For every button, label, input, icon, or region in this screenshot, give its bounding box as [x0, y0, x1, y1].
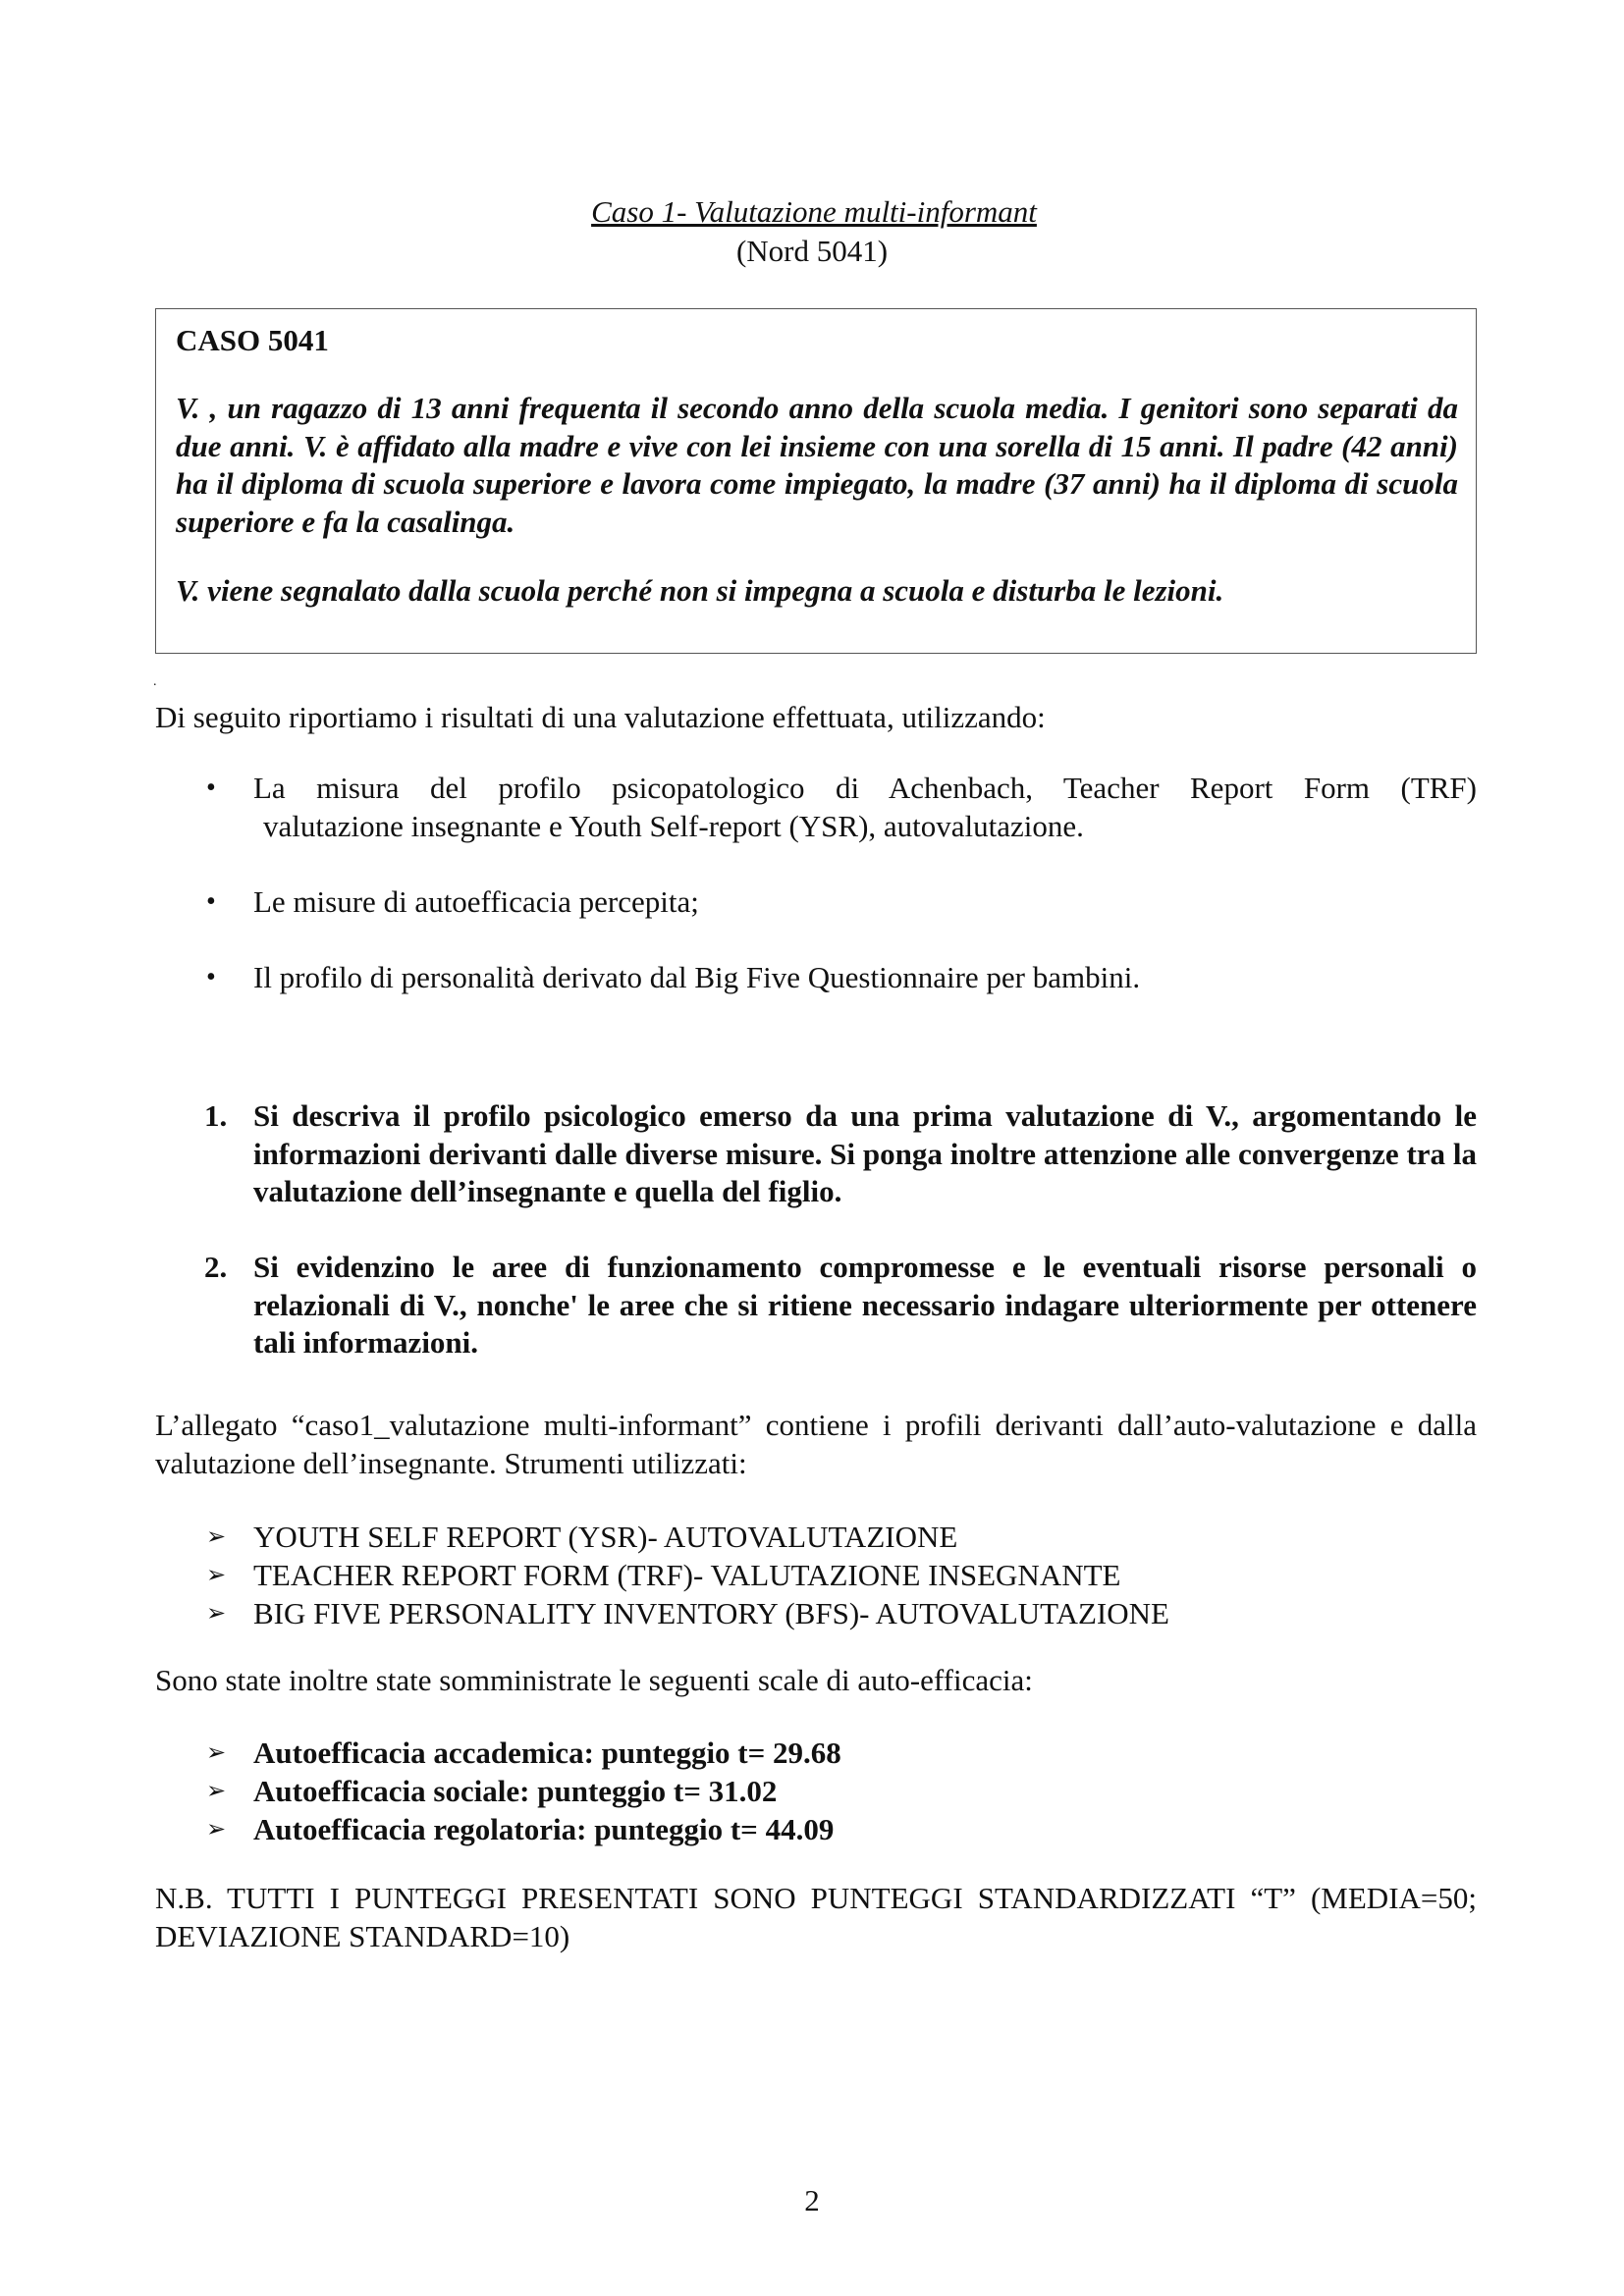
- question-text: Si descriva il profilo psicologico emerso da una prima valutazione di V., argomentando le informazioni derivanti dalle diverse misure. Si ponga inoltre attenzione alle convergenze tra la valutazione dell’insegnante e quella del figlio.: [253, 1098, 1477, 1208]
- arrow-bullet-icon: ➢: [206, 1738, 227, 1766]
- list-item: [155, 1810, 1477, 1848]
- arrow-bullet-icon: ➢: [206, 1815, 227, 1842]
- header: [0, 192, 1624, 271]
- instrument-text: BIG FIVE PERSONALITY INVENTORY (BFS)- AUTOVALUTAZIONE: [253, 1596, 1169, 1630]
- bullet-text-line2: valutazione insegnante e Youth Self-report (YSR), autovalutazione.: [263, 808, 1084, 843]
- bullet-icon: •: [206, 962, 216, 992]
- case-title: CASO 5041: [176, 323, 329, 357]
- case-box: [155, 308, 1477, 654]
- bullet-text-line1: La misura del profilo psicopatologico di Achenbach, Teacher Report Form (TRF): [253, 771, 1477, 805]
- instrument-list: [155, 1518, 1477, 1632]
- bullet-icon: •: [206, 886, 216, 917]
- stray-mark: .: [153, 674, 157, 689]
- list-item: [155, 1772, 1477, 1810]
- arrow-bullet-icon: ➢: [206, 1777, 227, 1804]
- page-subtitle: (Nord 5041): [735, 234, 889, 268]
- scale-text: Autoefficacia accademica: punteggio t= 29.68: [253, 1735, 841, 1770]
- list-item: [155, 1518, 1477, 1556]
- note-paragraph: N.B. TUTTI I PUNTEGGI PRESENTATI SONO PUNTEGGI STANDARDIZZATI “T” (MEDIA=50; DEVIAZIONE STANDARD=10): [155, 1881, 1477, 1953]
- intro-paragraph: Di seguito riportiamo i risultati di una valutazione effettuata, utilizzando:: [155, 700, 1046, 734]
- list-item: [155, 1556, 1477, 1594]
- case-referral: V. viene segnalato dalla scuola perché non si impegna a scuola e disturba le lezioni.: [176, 573, 1224, 608]
- scale-text: Autoefficacia regolatoria: punteggio t= 44.09: [253, 1812, 835, 1846]
- bullet-text-line1: Le misure di autoefficacia percepita;: [253, 884, 699, 919]
- bullet-text-line1: Il profilo di personalità derivato dal Big Five Questionnaire per bambini.: [253, 960, 1141, 994]
- scale-text: Autoefficacia sociale: punteggio t= 31.02: [253, 1774, 778, 1808]
- arrow-bullet-icon: ➢: [206, 1561, 227, 1588]
- instrument-text: TEACHER REPORT FORM (TRF)- VALUTAZIONE INSEGNANTE: [253, 1558, 1121, 1592]
- question-number: 1.: [204, 1098, 228, 1133]
- bullet-icon: •: [206, 773, 216, 803]
- scales-list: [155, 1734, 1477, 1848]
- list-item: [155, 1594, 1477, 1632]
- arrow-bullet-icon: ➢: [206, 1522, 227, 1550]
- question-number: 2.: [204, 1250, 228, 1284]
- instrument-text: YOUTH SELF REPORT (YSR)- AUTOVALUTAZIONE: [253, 1520, 958, 1554]
- question-text: Si evidenzino le aree di funzionamento compromesse e le eventuali risorse personali o relazionali di V., nonche' le aree che si ritiene necessario indagare ulteriormente per ottenere tali informazioni.: [253, 1250, 1477, 1360]
- scales-intro: Sono state inoltre state somministrate le seguenti scale di auto-efficacia:: [155, 1663, 1033, 1697]
- attachment-paragraph: L’allegato “caso1_valutazione multi-informant” contiene i profili derivanti dall’auto-valutazione e dalla valutazione dell’insegnante. Strumenti utilizzati:: [155, 1408, 1477, 1480]
- case-description: V. , un ragazzo di 13 anni frequenta il secondo anno della scuola media. I genitori sono separati da due anni. V. è affidato alla madre e vive con lei insieme con una sorella di 15 anni. Il padre (42 anni) ha il diploma di scuola superiore e lavora come impiegato, la madre (37 anni) ha il diploma di scuola superiore e fa la casalinga.: [176, 391, 1458, 539]
- page-title: Caso 1- Valutazione multi-informant: [591, 194, 1037, 229]
- page-number: 2: [804, 2183, 820, 2217]
- arrow-bullet-icon: ➢: [206, 1599, 227, 1627]
- list-item: [155, 1734, 1477, 1772]
